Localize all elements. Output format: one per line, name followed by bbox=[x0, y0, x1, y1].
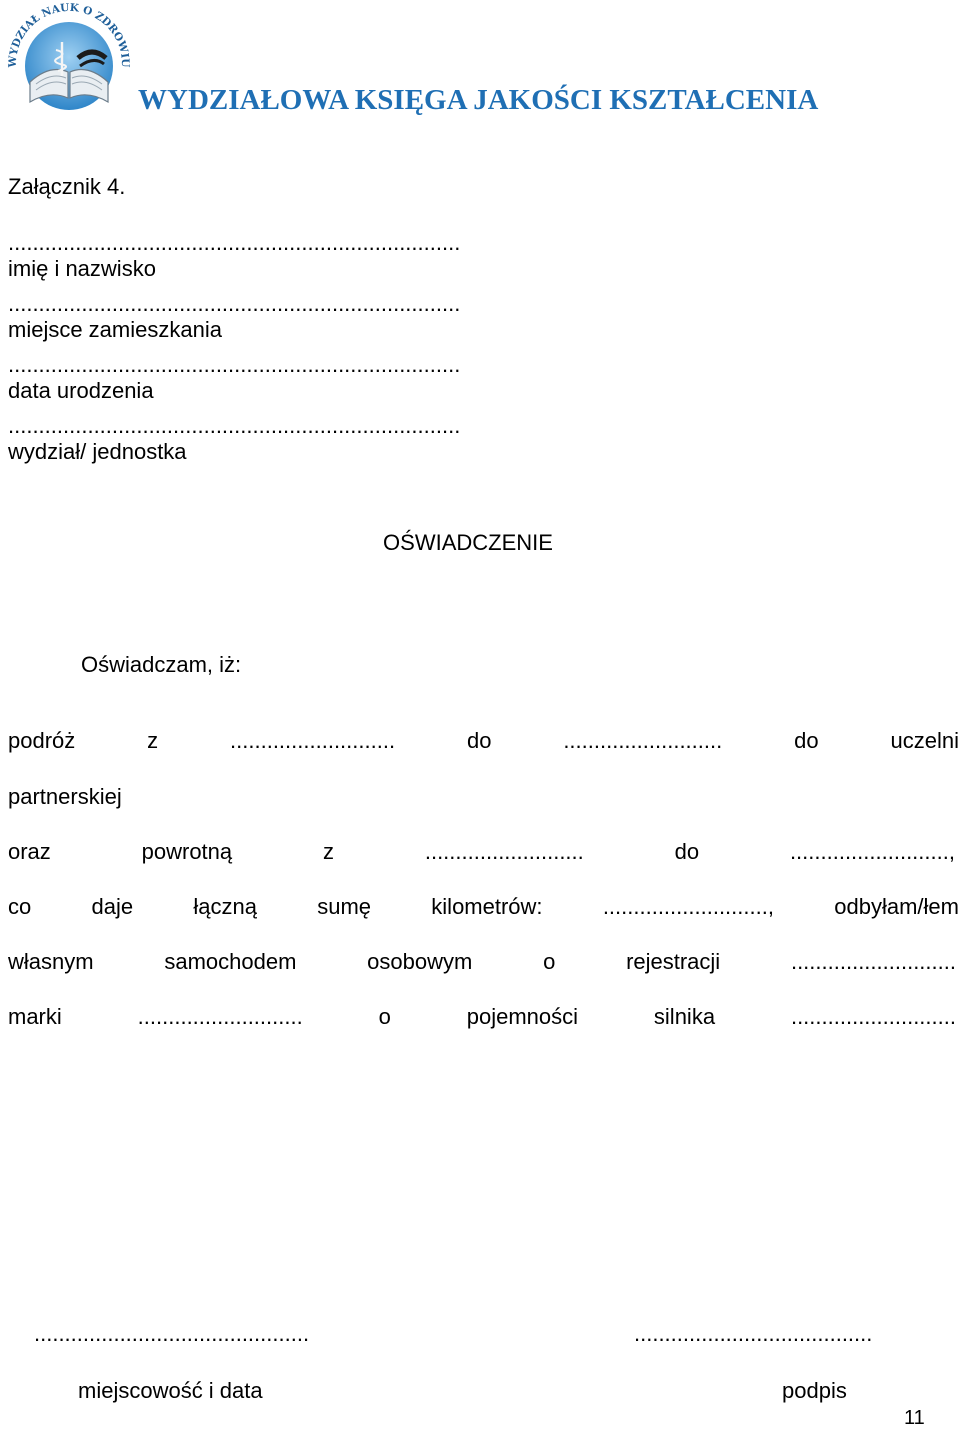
word: daje bbox=[91, 894, 134, 919]
fill-dots: ........................... bbox=[230, 728, 396, 753]
word: kilometrów: bbox=[431, 894, 543, 919]
statement-intro: Oświadczam, iż: bbox=[81, 652, 242, 677]
word: łączną bbox=[193, 894, 257, 919]
word: o bbox=[543, 949, 556, 974]
address-label: miejsce zamieszkania bbox=[8, 317, 222, 342]
address-dots: .......................................................................... bbox=[8, 291, 461, 316]
word: z bbox=[323, 839, 334, 864]
attachment-label: Załącznik 4. bbox=[8, 174, 126, 199]
statement-line-3 bbox=[8, 839, 955, 865]
fill-dots: .......................... bbox=[424, 839, 584, 864]
statement-line-5 bbox=[8, 949, 956, 975]
name-label: imię i nazwisko bbox=[8, 256, 156, 281]
place-date-label: miejscowość i data bbox=[78, 1378, 263, 1403]
fill-dots: ........................... bbox=[790, 1004, 956, 1029]
word: uczelni bbox=[890, 728, 959, 753]
word: silnika bbox=[653, 1004, 716, 1029]
birthdate-dots: .......................................................................... bbox=[8, 352, 461, 377]
fill-dots: .........................., bbox=[789, 839, 955, 864]
word: marki bbox=[8, 1004, 62, 1029]
statement-line-1 bbox=[8, 728, 959, 754]
svg-text:WYDZIAŁ NAUK O ZDROWIU: WYDZIAŁ NAUK O ZDROWIU bbox=[6, 2, 132, 68]
page-number: 11 bbox=[904, 1407, 925, 1429]
document-header-title: WYDZIAŁOWA KSIĘGA JAKOŚCI KSZTAŁCENIA bbox=[138, 84, 819, 116]
word: z bbox=[147, 728, 159, 753]
statement-line-4 bbox=[8, 894, 959, 920]
signature-dots: ....................................... bbox=[634, 1321, 873, 1346]
signature-label: podpis bbox=[782, 1378, 847, 1403]
word: odbyłam/łem bbox=[834, 894, 959, 919]
word: do bbox=[466, 728, 492, 753]
word: o bbox=[378, 1004, 391, 1029]
faculty-dots: .......................................................................... bbox=[8, 413, 461, 438]
faculty-logo bbox=[6, 2, 132, 114]
statement-line-2: partnerskiej bbox=[8, 784, 122, 809]
word: własnym bbox=[8, 949, 94, 974]
fill-dots: ........................... bbox=[790, 949, 956, 974]
place-date-dots: ............................................. bbox=[34, 1321, 310, 1346]
faculty-label: wydział/ jednostka bbox=[8, 439, 187, 464]
word: osobowym bbox=[367, 949, 473, 974]
word: do bbox=[674, 839, 700, 864]
statement-line-6 bbox=[8, 1004, 956, 1030]
word: powrotną bbox=[141, 839, 233, 864]
word: pojemności bbox=[466, 1004, 579, 1029]
fill-dots: .......................... bbox=[563, 728, 723, 753]
word: samochodem bbox=[164, 949, 297, 974]
birthdate-label: data urodzenia bbox=[8, 378, 154, 403]
word: oraz bbox=[8, 839, 51, 864]
word: podróż bbox=[8, 728, 76, 753]
fill-dots: ..........................., bbox=[602, 894, 774, 919]
name-dots: .......................................................................... bbox=[8, 230, 461, 255]
word: sumę bbox=[317, 894, 372, 919]
word: rejestracji bbox=[626, 949, 721, 974]
word: do bbox=[794, 728, 819, 753]
statement-title: OŚWIADCZENIE bbox=[383, 530, 553, 555]
fill-dots: ........................... bbox=[137, 1004, 303, 1029]
word: co bbox=[8, 894, 32, 919]
